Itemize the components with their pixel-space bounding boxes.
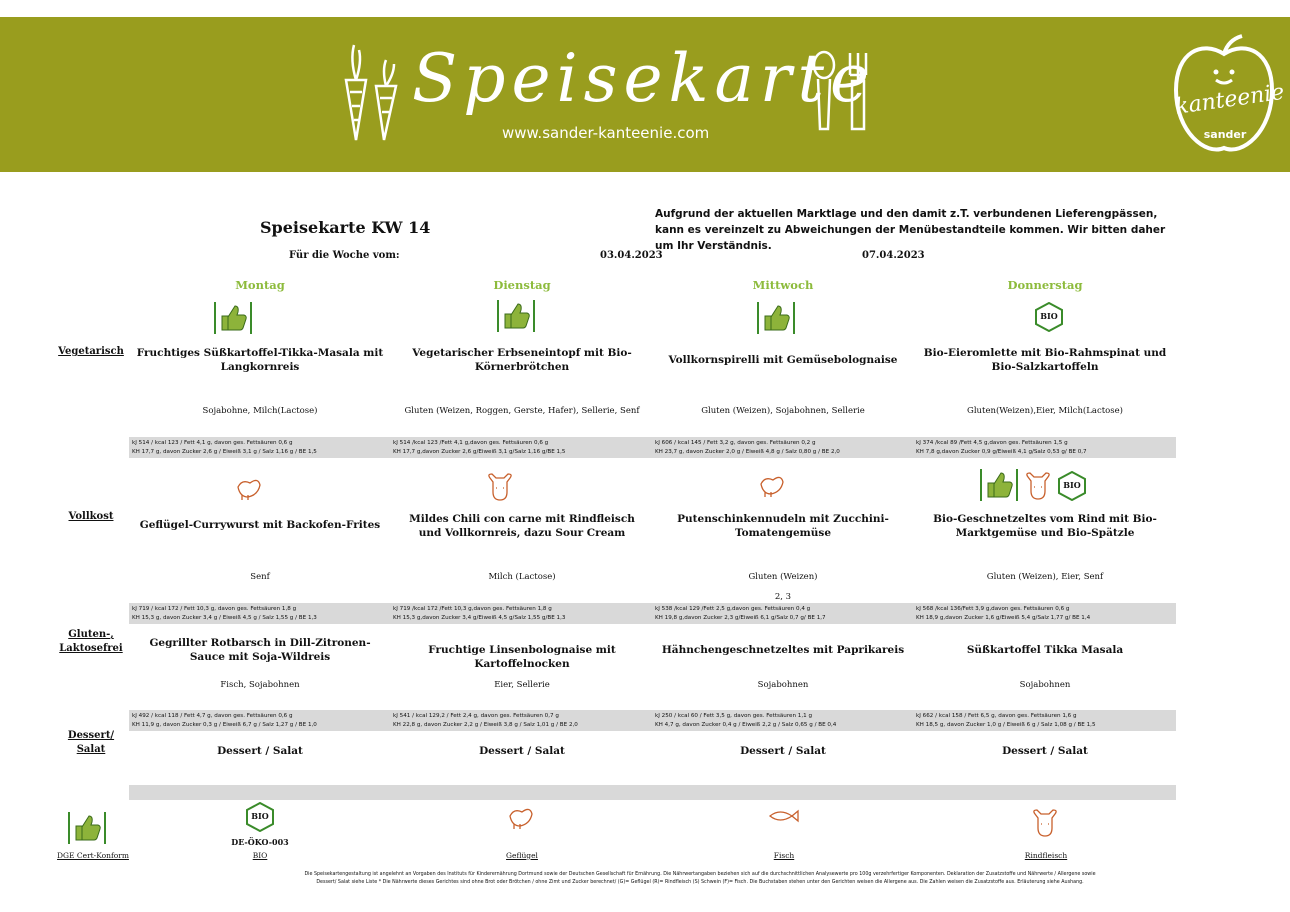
dish-veg-wednesday: Vollkornspirelli mit Gemüsebolognaise — [668, 354, 898, 366]
cow-icon — [1031, 808, 1059, 838]
dish-gluten-monday: Gegrillter Rotbarsch in Dill-Zitronen-Sauce mit Soja-Wildreis — [149, 637, 371, 663]
day-tuesday: Dienstag — [493, 278, 551, 292]
nutrition-voll-thursday: kJ 568 /kcal 136/Fett 3,9 g,davon ges. Fettsäuren 0,6 g KH 18,9 g,davon Zucker 1,6 g/Eiweiß 5,4 g/Salz 1,77 g/ BE 1,4 — [916, 606, 1091, 621]
banner-title: Speisekarte — [412, 40, 876, 117]
dish-veg-tuesday: Vegetarischer Erbseneintopf mit Bio-Körnerbrötchen — [412, 347, 632, 373]
allergens-voll-tuesday: Milch (Lactose) — [488, 572, 556, 582]
fish-icon — [768, 808, 800, 824]
dessert-monday: Dessert / Salat — [217, 745, 303, 757]
dessert-tuesday: Dessert / Salat — [479, 745, 565, 757]
dish-voll-tuesday: Mildes Chili con carne mit Rindfleisch und Vollkornreis, dazu Sour Cream — [409, 513, 635, 539]
dish-gluten-thursday: Süßkartoffel Tikka Masala — [966, 644, 1124, 656]
cow-icon — [486, 472, 514, 502]
bio-badge-text: BIO — [1040, 311, 1058, 321]
allergens-voll-wednesday: Gluten (Weizen) — [748, 572, 818, 582]
logo-text: kanteenie — [1173, 79, 1286, 120]
dessert-thursday: Dessert / Salat — [1002, 745, 1088, 757]
date-from: 03.04.2023 — [600, 250, 663, 261]
cow-icon — [1024, 471, 1052, 501]
legend-gefluegel: Geflügel — [506, 851, 538, 860]
thumbs-up-icon — [214, 302, 252, 334]
allergens-gluten-thursday: Sojabohnen — [1019, 680, 1071, 690]
day-thursday: Donnerstag — [1007, 278, 1083, 292]
nutrition-veg-tuesday: kJ 514 /kcal 123 /Fett 4,1 g,davon ges. Fettsäuren 0,6 g KH 17,7 g,davon Zucker 2,6 g/Eiweiß 3,1 g/Salz 1,16 g/BE 1,5 — [393, 440, 566, 455]
legend-bio: BIO — [252, 851, 268, 860]
carrot-icon — [334, 40, 414, 145]
allergens-gluten-wednesday: Sojabohnen — [757, 680, 809, 690]
date-to: 07.04.2023 — [862, 250, 925, 261]
dish-voll-thursday: Bio-Geschnetzeltes vom Rind mit Bio-Marktgemüse und Bio-Spätzle — [933, 513, 1157, 539]
dish-gluten-tuesday: Fruchtige Linsenbolognaise mit Kartoffelnocken — [428, 644, 616, 670]
category-vollkost: Vollkost — [68, 511, 114, 522]
legend-rindfleisch: Rindfleisch — [1024, 851, 1068, 860]
chicken-icon — [757, 472, 787, 498]
category-vegetarisch: Vegetarisch — [58, 346, 124, 357]
dish-voll-wednesday: Putenschinkennudeln mit Zucchini-Tomatengemüse — [677, 513, 889, 539]
nutrition-gluten-monday: kJ 492 / kcal 118 / Fett 4,7 g, davon ges. Fettsäuren 0,6 g KH 11,9 g, davon Zucker 0,3 g / Eiweiß 6,7 g / Salz 1,27 g / BE 1,0 — [132, 713, 317, 728]
dish-veg-thursday: Bio-Eieromlette mit Bio-Rahmspinat und Bio-Salzkartoffeln — [923, 347, 1167, 373]
week-number-title: Speisekarte KW 14 — [260, 218, 431, 237]
legend-bio-code: DE-ÖKO-003 — [231, 837, 289, 847]
allergens-voll-thursday: Gluten (Weizen), Eier, Senf — [986, 572, 1104, 582]
category-dessert-2: Salat — [76, 744, 106, 755]
thumbs-up-icon — [497, 300, 535, 332]
thumbs-up-icon — [980, 469, 1018, 501]
footer-note: Die Speisekartengestaltung ist angelehnt an Vorgaben des Instituts für Kinderernährung Dortmund sowie der Deutschen Gesellschaft für Ernährung. Die Nährwertangaben beziehen sich auf die durchschnittlichen Analysewerte pro 100g verzehrfertiger Komponenten. Deklaration der Zusatzstoffe und Nährwerte / Allergene sowie Dessert/ Salat siehe Liste * Die Nährwerte dieses Gerichtes sind ohne Brot oder Brötchen / ohne Zimt und Zucker berechnet/ (G)= Geflügel (R)= Rindfleisch (S) Schwein (F)= Fisch. Die Buchstaben stehen unter den Gerichten weisen die Allergene aus. Die Zahlen weisen die Zusatzstoffe aus. Erläuterung siehe Aushang. — [304, 872, 1096, 885]
chicken-icon — [234, 475, 264, 501]
category-glutenfrei-2: Laktosefrei — [59, 643, 123, 654]
dish-veg-monday: Fruchtiges Süßkartoffel-Tikka-Masala mit Langkornreis — [136, 347, 384, 373]
nutrition-gluten-wednesday: kJ 250 / kcal 60 / Fett 3,5 g, davon ges. Fettsäuren 1,1 g KH 4,7 g, davon Zucker 0,4 g / Eiweiß 2,2 g / Salz 0,65 g / BE 0,4 — [655, 713, 837, 728]
allergens-gluten-monday: Fisch, Sojabohnen — [220, 680, 300, 690]
thumbs-up-icon — [68, 812, 106, 844]
nutrition-gluten-thursday: kJ 662 / kcal 158 / Fett 6,5 g, davon ges. Fettsäuren 1,6 g KH 18,5 g, davon Zucker 1,0 g / Eiweiß 6 g / Salz 1,08 g / BE 1,5 — [916, 713, 1096, 728]
category-dessert-1: Dessert/ — [67, 730, 115, 741]
dish-voll-monday: Geflügel-Currywurst mit Backofen-Frites — [139, 519, 381, 531]
nutrition-voll-tuesday: kJ 719 /kcal 172 /Fett 10,3 g,davon ges. Fettsäuren 1,8 g KH 15,3 g,davon Zucker 3,4 g/Eiweiß 4,5 g/Salz 1,55 g/BE 1,3 — [393, 606, 566, 621]
nutrition-veg-monday: kJ 514 / kcal 123 / Fett 4,1 g, davon ges. Fettsäuren 0,6 g KH 17,7 g, davon Zucker 2,6 g / Eiweiß 3,1 g / Salz 1,16 g / BE 1,5 — [132, 440, 317, 455]
cutlery-icon — [806, 45, 878, 135]
category-glutenfrei-1: Gluten-, — [68, 629, 114, 640]
day-monday: Montag — [235, 278, 285, 292]
week-label: Für die Woche vom: — [289, 250, 400, 261]
allergens-veg-monday: Sojabohne, Milch(Lactose) — [202, 406, 318, 416]
banner-url[interactable]: www.sander-kanteenie.com — [502, 124, 710, 142]
nutrition-veg-wednesday: kJ 606 / kcal 145 / Fett 3,2 g, davon ges. Fettsäuren 0,2 g KH 23,7 g, davon Zucker 2,0 g / Eiweiß 4,8 g / Salz 0,80 g / BE 2,0 — [655, 440, 840, 455]
allergens-veg-wednesday: Gluten (Weizen), Sojabohnen, Sellerie — [701, 406, 865, 416]
day-wednesday: Mittwoch — [752, 278, 814, 292]
bio-badge-text: BIO — [1063, 480, 1081, 490]
legend-fisch: Fisch — [773, 851, 795, 860]
thumbs-up-icon — [757, 302, 795, 334]
additives-voll-wednesday: 2, 3 — [774, 592, 792, 602]
notice-text: Aufgrund der aktuellen Marktlage und den damit z.T. verbundenen Lieferengpässen, kann es vereinzelt zu Abweichungen der Menübestandteile kommen. Wir bitten daher um Ihr Verständnis. — [655, 208, 1166, 252]
dessert-wednesday: Dessert / Salat — [740, 745, 826, 757]
chicken-icon — [506, 804, 536, 830]
allergens-veg-tuesday: Gluten (Weizen, Roggen, Gerste, Hafer), Sellerie, Senf — [404, 406, 640, 416]
nutrition-voll-monday: kJ 719 / kcal 172 / Fett 10,3 g, davon ges. Fettsäuren 1,8 g KH 15,3 g, davon Zucker 3,4 g / Eiweiß 4,5 g / Salz 1,55 g / BE 1,3 — [132, 606, 317, 621]
nutrition-veg-thursday: kJ 374 /kcal 89 /Fett 4,5 g,davon ges. Fettsäuren 1,5 g KH 7,8 g,davon Zucker 0,9 g/Eiweiß 4,1 g/Salz 0,53 g/ BE 0,7 — [916, 440, 1087, 455]
divider-band — [129, 785, 1176, 800]
nutrition-gluten-tuesday: kJ 541 / kcal 129,2 / Fett 2,4 g, davon ges. Fettsäuren 0,7 g KH 22,8 g, davon Zucker 2,2 g / Eiweiß 3,8 g / Salz 1,01 g / BE 2,0 — [393, 713, 578, 728]
allergens-gluten-tuesday: Eier, Sellerie — [494, 680, 550, 690]
allergens-veg-thursday: Gluten(Weizen),Eier, Milch(Lactose) — [967, 406, 1123, 416]
logo-subtext: sander — [1203, 128, 1247, 141]
bio-badge-text: BIO — [251, 811, 269, 821]
legend-dge: DGE Cert-Konform — [57, 851, 129, 860]
dish-gluten-wednesday: Hähnchengeschnetzeltes mit Paprikareis — [661, 644, 905, 656]
nutrition-voll-wednesday: kJ 538 /kcal 129 /Fett 2,5 g,davon ges. Fettsäuren 0,4 g KH 19,8 g,davon Zucker 2,3 g/Eiweiß 6,1 g/Salz 0,7 g/ BE 1,7 — [655, 606, 826, 621]
allergens-voll-monday: Senf — [250, 572, 270, 582]
